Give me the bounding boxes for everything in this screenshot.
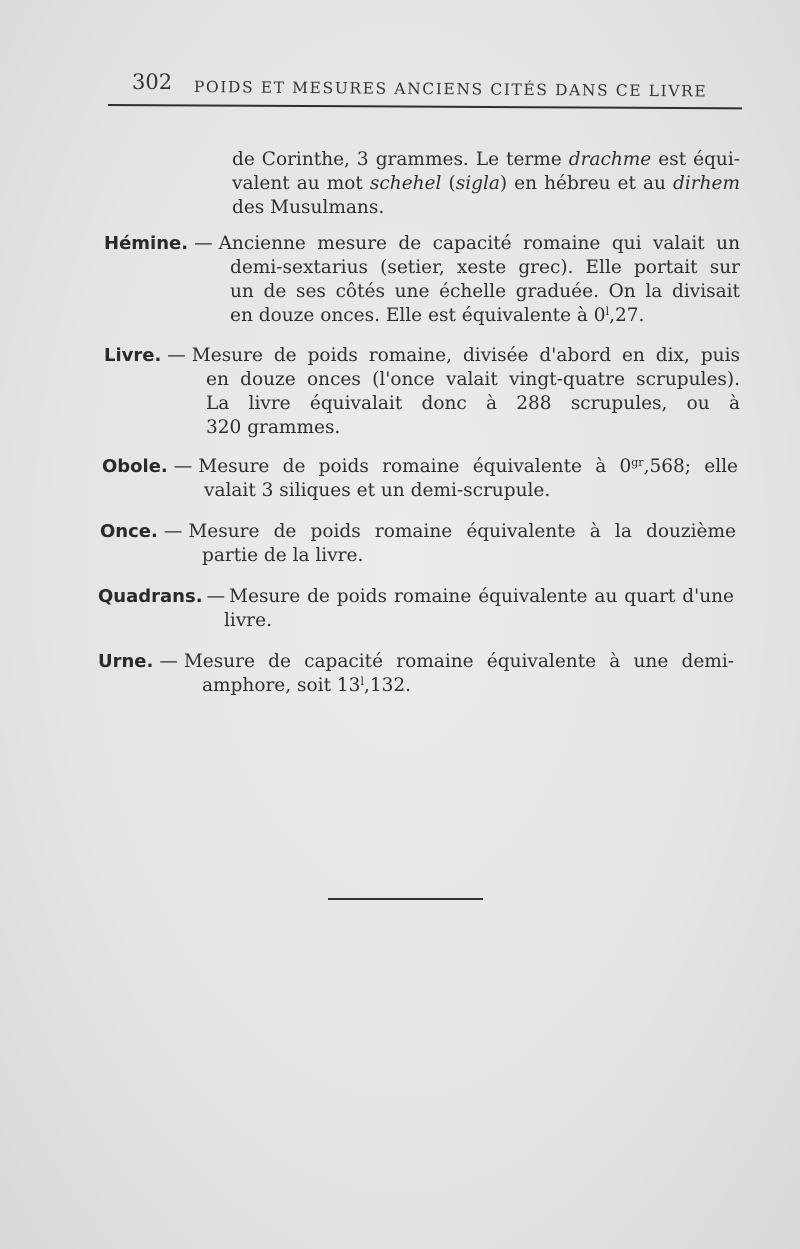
entry-term: Hémine. [104, 233, 189, 254]
text-line: valent au mot schehel (sigla) en hébreu et au dirhem [232, 173, 740, 194]
text-line: valait 3 siliques et un demi-scrupule. [204, 480, 551, 501]
entry-dash: — [173, 456, 193, 477]
entry-body [202, 674, 734, 698]
entry-term: Urne. [98, 651, 154, 672]
running-title: POIDS ET MESURES ANCIENS CITÉS DANS CE LIVRE [193, 78, 708, 101]
entry-body [202, 544, 736, 568]
text-line: de Corinthe, 3 grammes. Le terme drachme est équi- [232, 149, 740, 170]
entry-obole [102, 455, 738, 503]
entry-term: Once. [100, 521, 158, 542]
entry-first-line: Once. — Mesure de poids romaine équivalente à la douzième [100, 521, 736, 542]
text-line: en douze onces. Elle est équivalente à 0$^l$,27. [230, 305, 645, 326]
entry-once [100, 520, 736, 568]
text-line: en douze onces (l'once valait vingt-quatre scrupules). [206, 369, 740, 390]
entry-dash: — [159, 651, 178, 672]
entry-body [204, 479, 738, 503]
entry-first-line: Obole. — Mesure de poids romaine équivalente à $0^{gr},568$; elle [102, 456, 738, 477]
entry-livre [104, 344, 740, 440]
entry-first-line: Quadrans. — Mesure de poids romaine équivalente au quart d'une [98, 586, 734, 607]
entry-body [206, 368, 740, 440]
text-line: livre. [224, 610, 272, 631]
entry-body [230, 256, 740, 328]
text-line: un de ses côtés une échelle graduée. On la divisait [230, 281, 740, 302]
entry-term: Livre. [104, 345, 162, 366]
continuation-paragraph [232, 148, 740, 220]
entry-dash: — [194, 233, 213, 254]
text-line: amphore, soit 13$^l$,132. [202, 675, 412, 696]
text-line: partie de la livre. [202, 545, 364, 566]
entry-body [224, 609, 734, 633]
entry-first-line: Urne. — Mesure de capacité romaine équivalente à une demi- [98, 651, 734, 672]
entry-term: Obole. [102, 456, 168, 477]
text-line: La livre équivalait donc à 288 scrupules, ou à [206, 393, 740, 414]
entry-dash: — [206, 586, 226, 607]
text-line: des Musulmans. [232, 197, 385, 218]
entry-dash: — [163, 521, 183, 542]
entry-dash: — [167, 345, 186, 366]
entry-first-line: Livre. — Mesure de poids romaine, divisée d'abord en dix, puis [104, 345, 740, 366]
text-line: 320 grammes. [206, 417, 341, 438]
text-line: demi-sextarius (setier, xeste grec). Elle portait sur [230, 257, 740, 278]
end-rule [328, 898, 483, 900]
entry-term: Quadrans. [98, 586, 203, 607]
entry-quadrans [98, 585, 734, 633]
page-number: 302 [132, 70, 173, 94]
entry-hemine [104, 232, 740, 328]
entry-first-line: Hémine. — Ancienne mesure de capacité romaine qui valait un [104, 233, 740, 254]
entry-urne [98, 650, 734, 698]
